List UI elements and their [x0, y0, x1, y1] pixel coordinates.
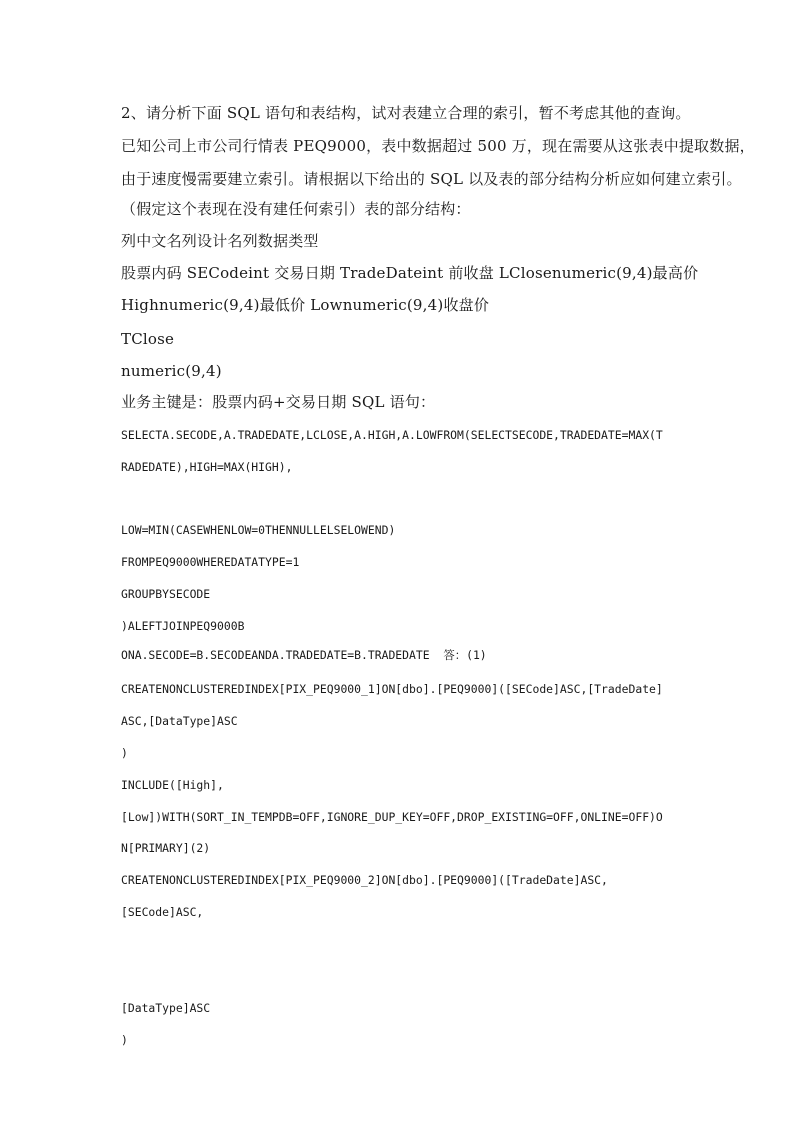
code-line: ) — [121, 746, 128, 760]
code-line: ) — [121, 1033, 128, 1047]
paragraph-line: numeric(9,4) — [121, 362, 222, 380]
code-line: [DataType]ASC — [121, 1001, 211, 1015]
code-line: [SECode]ASC, — [121, 905, 204, 919]
paragraph-line: 列中文名列设计名列数据类型 — [121, 232, 319, 250]
code-line: INCLUDE([High], — [121, 778, 224, 792]
paragraph-line: 已知公司上市公司行情表 PEQ9000，表中数据超过 500 万，现在需要从这张表中提取数据， — [121, 137, 755, 155]
code-line: LOW=MIN(CASEWHENLOW=0THENNULLELSELOWEND) — [121, 523, 396, 537]
code-line: [Low])WITH(SORT_IN_TEMPDB=OFF,IGNORE_DUP_KEY=OFF,DROP_EXISTING=OFF,ONLINE=OFF)O — [121, 810, 663, 824]
code-line: FROMPEQ9000WHEREDATATYPE=1 — [121, 555, 300, 569]
code-line: ONA.SECODE=B.SECODEANDA.TRADEDATE=B.TRADEDATE 答：(1) — [121, 648, 487, 662]
paragraph-line: 业务主键是：股票内码+交易日期 SQL 语句： — [121, 393, 436, 411]
paragraph-line: Highnumeric(9,4)最低价 Lownumeric(9,4)收盘价 — [121, 296, 490, 314]
paragraph-line: （假定这个表现在没有建任何索引）表的部分结构： — [121, 200, 471, 218]
code-line: N[PRIMARY](2) — [121, 841, 211, 855]
paragraph-line: TClose — [121, 330, 175, 348]
code-line: CREATENONCLUSTEREDINDEX[PIX_PEQ9000_1]ON[dbo].[PEQ9000]([SECode]ASC,[TradeDate] — [121, 682, 663, 696]
code-line: ASC,[DataType]ASC — [121, 714, 238, 728]
code-line: )ALEFTJOINPEQ9000B — [121, 619, 245, 633]
paragraph-line: 股票内码 SECodeint 交易日期 TradeDateint 前收盘 LClosenumeric(9,4)最高价 — [121, 264, 699, 282]
code-line: GROUPBYSECODE — [121, 587, 211, 601]
code-line: CREATENONCLUSTEREDINDEX[PIX_PEQ9000_2]ON[dbo].[PEQ9000]([TradeDate]ASC, — [121, 873, 608, 887]
code-line: SELECTA.SECODE,A.TRADEDATE,LCLOSE,A.HIGH,A.LOWFROM(SELECTSECODE,TRADEDATE=MAX(T — [121, 428, 663, 442]
question-heading: 2、请分析下面 SQL 语句和表结构，试对表建立合理的索引，暂不考虑其他的查询。 — [121, 104, 691, 122]
paragraph-line: 由于速度慢需要建立索引。请根据以下给出的 SQL 以及表的部分结构分析应如何建立索引。 — [121, 170, 742, 188]
code-line: RADEDATE),HIGH=MAX(HIGH), — [121, 460, 293, 474]
